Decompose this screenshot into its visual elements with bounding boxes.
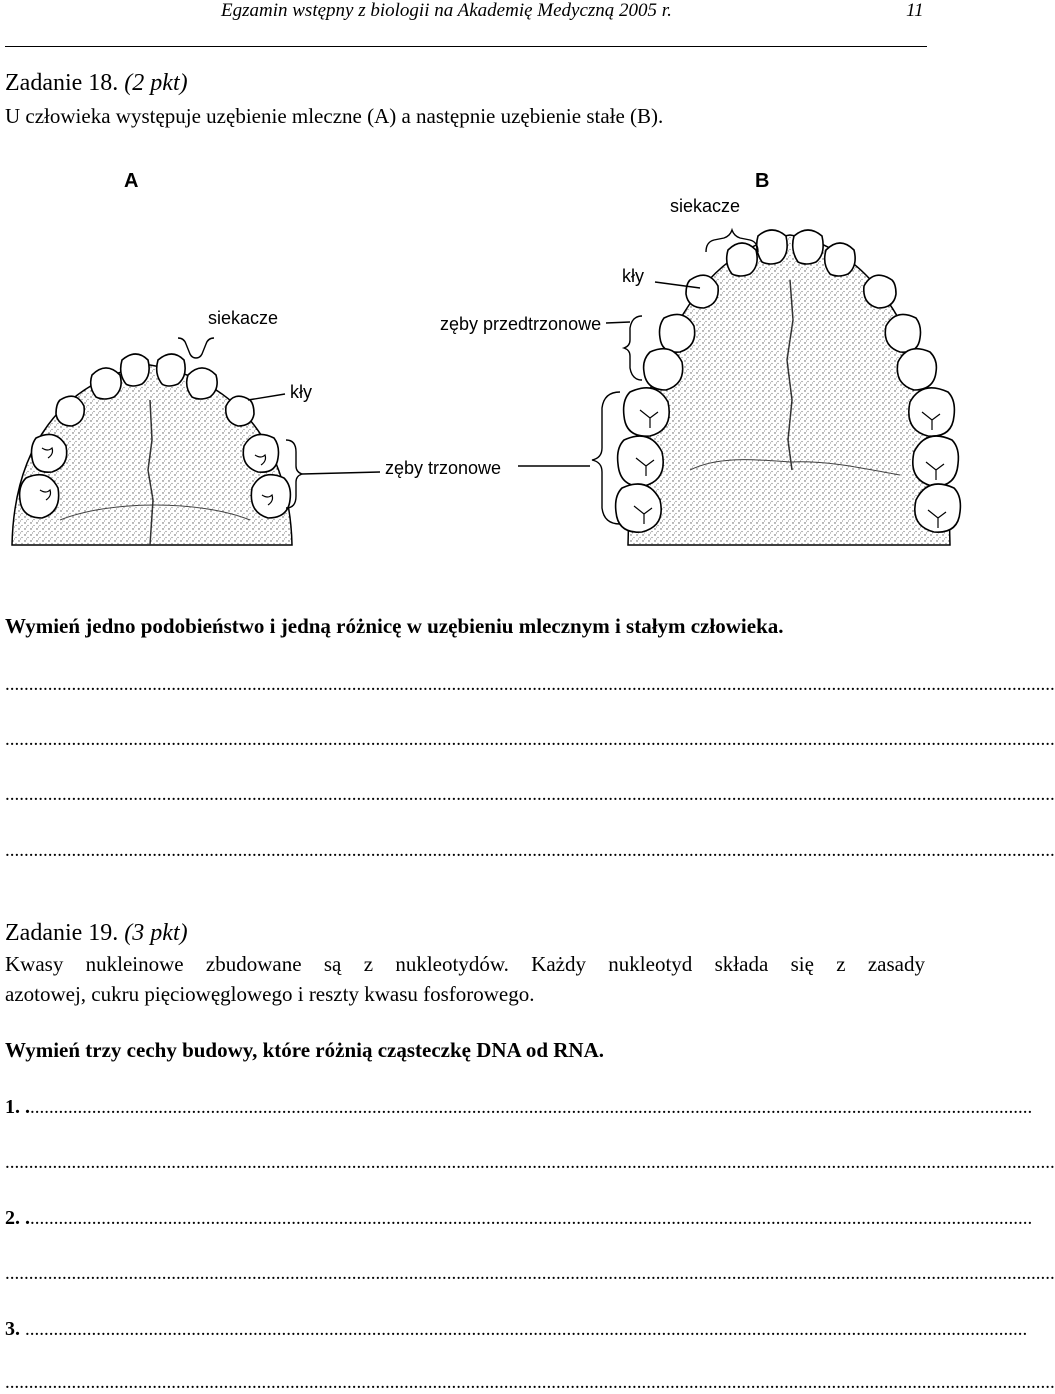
label-a-canines: kły [290, 382, 312, 402]
tooth-b-molar-1 [624, 388, 670, 436]
answer-line-4[interactable]: ............................................................................................................................................................................................................................. [5, 840, 1055, 861]
tooth-a-incisor-2 [121, 354, 149, 386]
tooth-b-premolar-3 [885, 314, 920, 352]
tooth-a-molar-2 [20, 475, 59, 518]
label-b-premolars: zęby przedtrzonowe [440, 314, 602, 334]
tooth-a-molar-3 [243, 434, 278, 472]
label-a-molars: zęby trzonowe [385, 458, 502, 478]
brace-b-premolars [624, 316, 642, 380]
tooth-b-premolar-2 [644, 349, 683, 390]
tooth-a-canine-right [226, 396, 254, 426]
dentition-figure [0, 160, 960, 555]
task18-label: Zadanie 18. [5, 70, 119, 96]
label-a-incisors: siekacze [208, 308, 279, 328]
tooth-b-incisor-3 [793, 230, 823, 264]
tooth-b-premolar-1 [660, 314, 695, 352]
answer-item-3-cont[interactable]: ............................................................................................................................................................................................................................. [5, 1372, 1055, 1393]
tooth-b-canine-right [864, 275, 896, 308]
label-letter-b: B [755, 170, 770, 192]
tooth-b-incisor-2 [757, 230, 787, 264]
jaw-a [12, 354, 292, 545]
task18-question [5, 614, 784, 639]
tooth-a-incisor-1 [91, 368, 121, 399]
task18-intro: U człowieka występuje uzębienie mleczne (A) a następnie uzębienie stałe (B). [5, 104, 664, 128]
jaw-b [616, 230, 961, 545]
tooth-a-molar-1 [32, 434, 67, 472]
answer-line-3[interactable]: ............................................................................................................................................................................................................................. [5, 784, 1055, 805]
leader-b-premolars [606, 322, 630, 323]
task19-heading [5, 920, 188, 947]
task18-heading [5, 70, 188, 97]
answer-item-1-cont[interactable]: ............................................................................................................................................................................................................................. [5, 1152, 1055, 1173]
answer-line-2[interactable]: ............................................................................................................................................................................................................................. [5, 729, 1055, 750]
answer-item-2-cont[interactable]: ............................................................................................................................................................................................................................. [5, 1263, 1055, 1284]
label-b-canines: kły [622, 266, 644, 286]
item-3-number: 3. [5, 1318, 25, 1340]
item-1-number: 1. . [5, 1096, 30, 1118]
leader-a-molars [302, 472, 380, 474]
tooth-b-molar-3 [616, 484, 662, 532]
brace-a-incisors [178, 338, 214, 358]
label-b-incisors: siekacze [670, 196, 741, 216]
label-letter-a: A [124, 170, 139, 192]
page-header: Egzamin wstępny z biologii na Akademię Medyczną 2005 r. [221, 0, 672, 21]
task19-question: Wymień trzy cechy budowy, które różnią cząsteczkę DNA od RNA. [5, 1038, 604, 1062]
tooth-a-incisor-3 [157, 354, 185, 386]
tooth-b-incisor-4 [825, 243, 855, 276]
answer-line-1[interactable]: ............................................................................................................................................................................................................................. [5, 674, 1055, 695]
item-2-number: 2. . [5, 1207, 30, 1229]
task19-label: Zadanie 19. [5, 920, 119, 946]
tooth-a-incisor-4 [187, 368, 217, 399]
tooth-b-incisor-1 [727, 243, 757, 276]
task19-intro-line1: Kwasy nukleinowe zbudowane są z nukleotydów. Każdy nukleotyd składa się z zasady [5, 952, 925, 976]
answer-item-2[interactable]: 2. .................................................................................................................................................................................................................... [5, 1207, 1033, 1229]
tooth-b-premolar-4 [897, 349, 936, 390]
task18-points: (2 pkt) [124, 70, 188, 96]
tooth-b-canine-left [686, 275, 718, 308]
tooth-a-canine-left [56, 396, 84, 426]
answer-item-3[interactable]: 3. ................................................................................................................................................................................................................... [5, 1318, 1028, 1340]
task19-intro-line2: azotowej, cukru pięciowęglowego i reszty kwasu fosforowego. [5, 982, 535, 1006]
task19-points: (3 pkt) [124, 920, 188, 946]
task18-question-text: Wymień jedno podobieństwo i jedną różnicę w uzębieniu mlecznym i stałym człowieka. [5, 614, 784, 638]
header-rule [5, 46, 927, 47]
page-number: 11 [906, 0, 924, 21]
answer-item-1[interactable]: 1. .................................................................................................................................................................................................................... [5, 1096, 1033, 1118]
leader-a-canines [248, 394, 285, 400]
